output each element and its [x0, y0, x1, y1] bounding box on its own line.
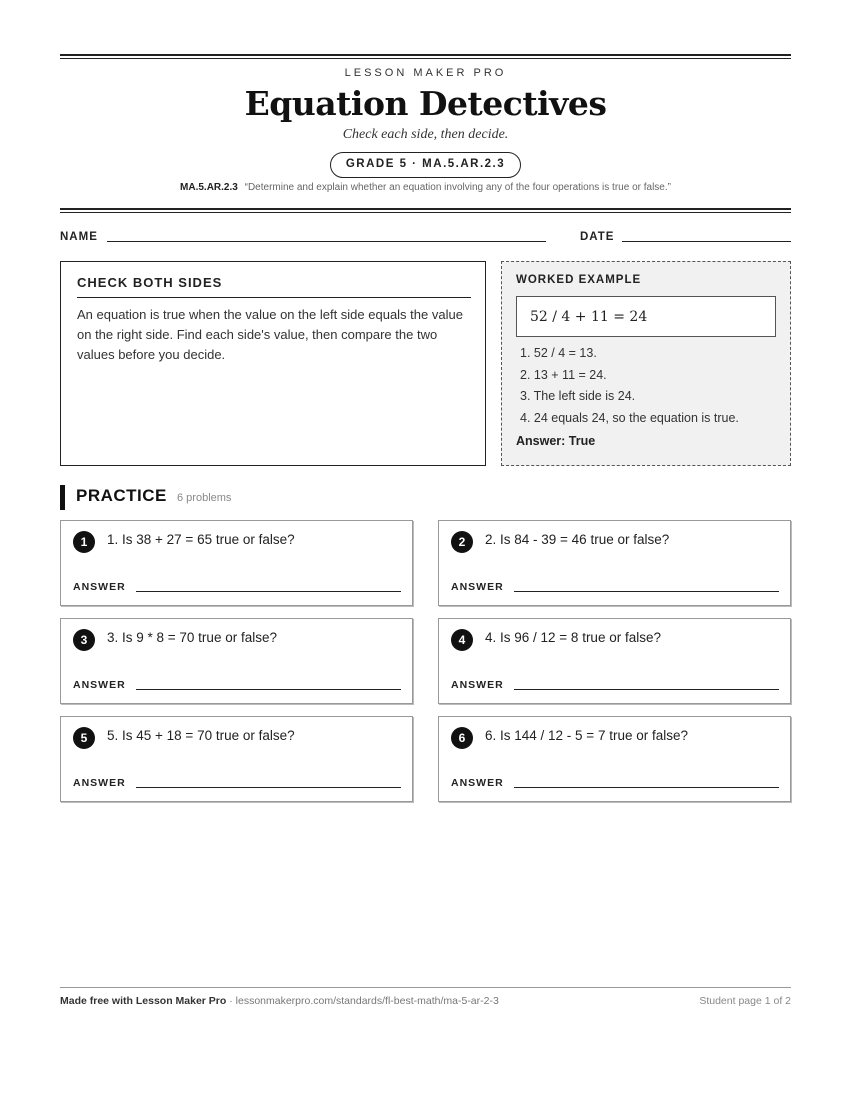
standard-code: MA.5.AR.2.3: [180, 182, 238, 193]
name-label: NAME: [60, 231, 98, 243]
name-field[interactable]: [107, 241, 546, 242]
standard-description: [60, 182, 791, 193]
problem-question: 5. Is 45 + 18 = 70 true or false?: [107, 728, 295, 743]
problem-number-badge: 5: [73, 727, 95, 749]
problem-card-6: [438, 716, 791, 802]
answer-label: ANSWER: [451, 777, 504, 789]
header-bottom-rule: [60, 208, 791, 213]
answer-label: ANSWER: [73, 679, 126, 691]
problem-card-5: [60, 716, 413, 802]
problem-question: 1. Is 38 + 27 = 65 true or false?: [107, 532, 295, 547]
answer-label: ANSWER: [451, 581, 504, 593]
date-label: DATE: [580, 231, 615, 243]
footer-credit: [60, 995, 499, 1007]
grade-badge: GRADE 5 · MA.5.AR.2.3: [330, 152, 521, 178]
problem-card-3: [60, 618, 413, 704]
answer-label: ANSWER: [73, 777, 126, 789]
worked-step: 1. 52 / 4 = 13.: [520, 346, 597, 360]
worked-example-panel: [501, 261, 791, 466]
check-both-sides-text: An equation is true when the value on the left side equals the value on the right side. Find each side's value, then compare the two values before you decide.: [77, 307, 463, 362]
worksheet-subtitle: Check each side, then decide.: [342, 127, 509, 142]
worksheet-title: Equation Detectives: [244, 84, 607, 123]
problem-card-1: [60, 520, 413, 606]
problem-number-badge: 4: [451, 629, 473, 651]
brand-name: LESSON MAKER PRO: [344, 67, 507, 79]
worked-step: 2. 13 + 11 = 24.: [520, 367, 607, 382]
footer-page-number: Student page 1 of 2: [699, 995, 791, 1007]
footer-url[interactable]: · lessonmakerpro.com/standards/fl-best-math/ma-5-ar-2-3: [226, 995, 499, 1007]
answer-field[interactable]: [136, 689, 401, 690]
practice-accent-bar: [60, 485, 65, 510]
footer-made-with: Made free with Lesson Maker Pro: [60, 995, 227, 1007]
worked-example-equation: 52 / 4 + 11 = 24: [516, 296, 776, 337]
check-title-rule: [77, 297, 471, 298]
worksheet-page: [60, 0, 791, 1100]
date-field[interactable]: [622, 241, 791, 242]
worked-step: 4. 24 equals 24, so the equation is true.: [520, 410, 739, 425]
worked-step: 3. The left side is 24.: [520, 389, 636, 403]
worked-example-answer: Answer: True: [516, 434, 596, 448]
answer-field[interactable]: [136, 591, 401, 592]
answer-label: ANSWER: [451, 679, 504, 691]
problem-number-badge: 6: [451, 727, 473, 749]
practice-title: PRACTICE: [76, 486, 167, 505]
problem-card-2: [438, 520, 791, 606]
worked-example-steps: [520, 343, 739, 429]
worked-example-title: WORKED EXAMPLE: [516, 274, 642, 286]
answer-field[interactable]: [136, 787, 401, 788]
check-both-sides-title: CHECK BOTH SIDES: [77, 275, 223, 290]
practice-count: 6 problems: [177, 492, 232, 504]
problem-question: 4. Is 96 / 12 = 8 true or false?: [485, 630, 661, 645]
standard-text: “Determine and explain whether an equation involving any of the four operations is true or false.”: [244, 182, 671, 193]
problem-card-4: [438, 618, 791, 704]
answer-field[interactable]: [514, 591, 779, 592]
answer-label: ANSWER: [73, 581, 126, 593]
answer-field[interactable]: [514, 787, 779, 788]
answer-field[interactable]: [514, 689, 779, 690]
problem-number-badge: 3: [73, 629, 95, 651]
problem-number-badge: 2: [451, 531, 473, 553]
problem-question: 2. Is 84 - 39 = 46 true or false?: [485, 532, 670, 547]
check-both-sides-panel: [60, 261, 486, 466]
footer-rule: [60, 987, 791, 988]
header-top-rule: [60, 54, 791, 59]
problem-question: 3. Is 9 * 8 = 70 true or false?: [107, 630, 277, 645]
problem-question: 6. Is 144 / 12 - 5 = 7 true or false?: [485, 728, 688, 743]
problem-number-badge: 1: [73, 531, 95, 553]
